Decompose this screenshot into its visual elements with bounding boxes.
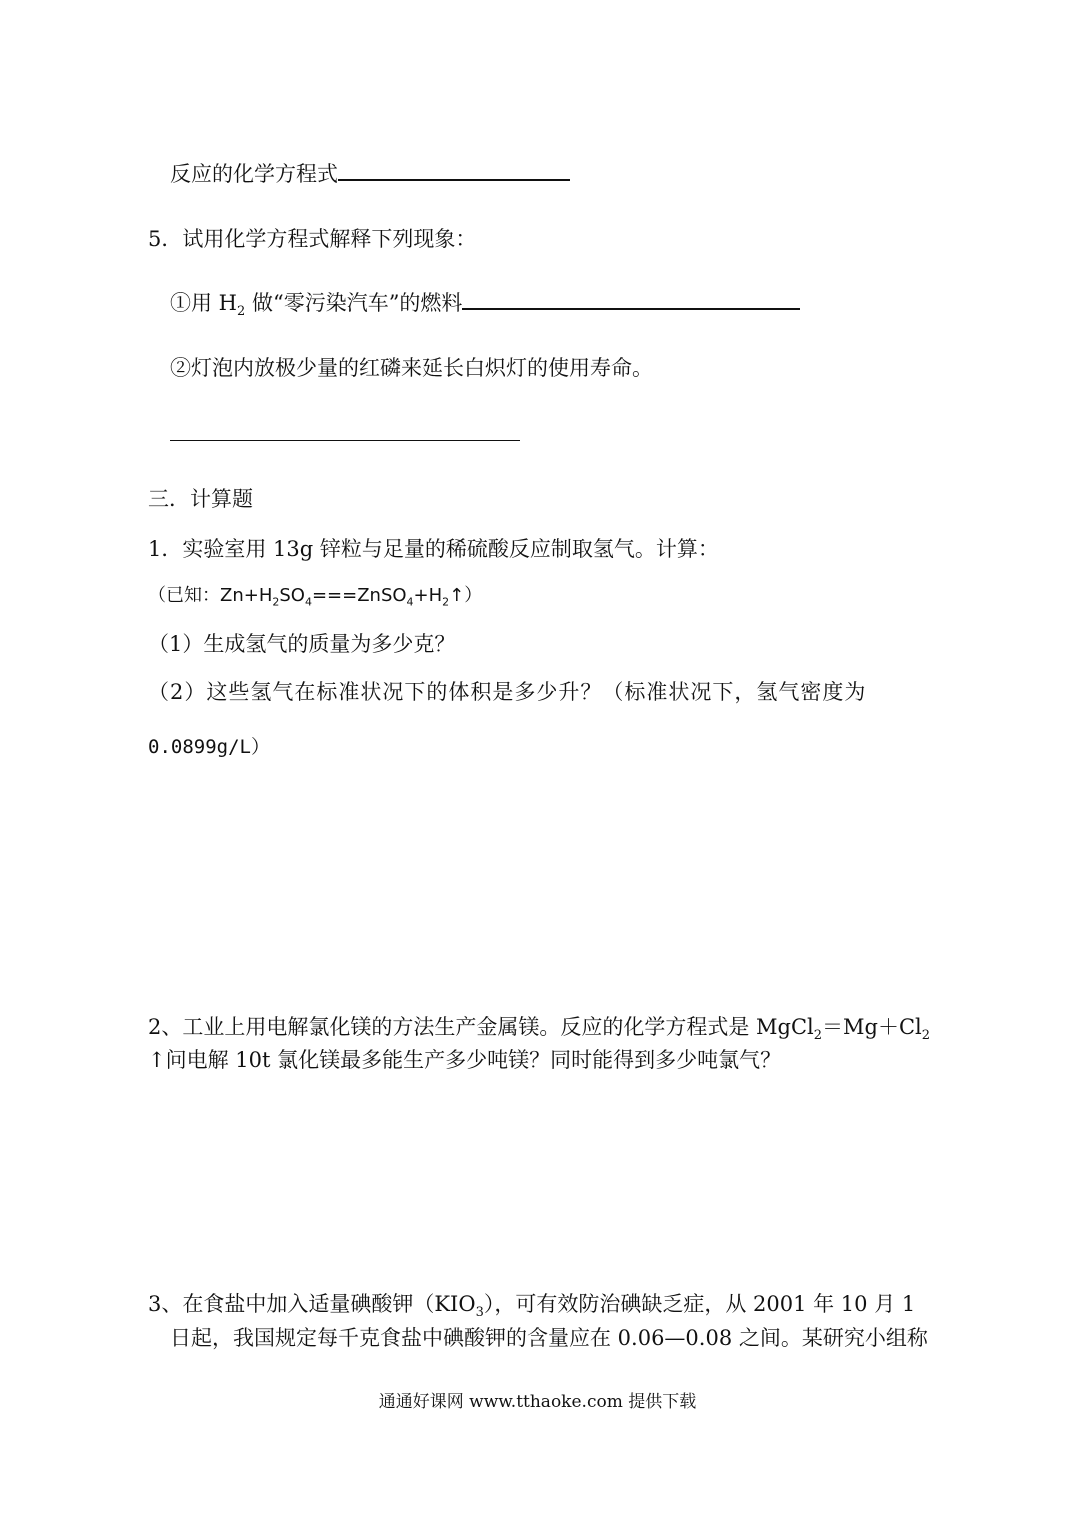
answer-blank[interactable] xyxy=(170,440,520,441)
calc-1-title: 1．实验室用 13g 锌粒与足量的稀硫酸反应制取氢气。计算： xyxy=(148,537,719,561)
question-5-title: 5．试用化学方程式解释下列现象： xyxy=(148,227,477,251)
calc-1-question-2-continued: 0.0899g/L） xyxy=(148,736,270,758)
calc-3-line-1: 3、在食盐中加入适量碘酸钾$(KIO_3)$，可有效防治碘缺乏症，从 2001 年 10 月 1 xyxy=(148,1292,916,1321)
page-footer: 通通好课网 www.tthaoke.com 提供下载 xyxy=(378,1392,697,1412)
calc-1-question-1: （1）生成氢气的质量为多少克？ xyxy=(148,632,456,656)
calc-2-line-2: ↑问电解 10t 氯化镁最多能生产多少吨镁？同时能得到多少吨氯气？ xyxy=(148,1048,782,1072)
section-title: 三．计算题 xyxy=(148,487,253,511)
calc-3-line-2: 日起，我国规定每千克食盐中碘酸钾的含量应在 0.06—0.08 之间。某研究小组称 xyxy=(170,1326,928,1350)
calc-1-question-2: （2）这些氢气在标准状况下的体积是多少升？（标准状况下，氢气密度为 xyxy=(148,680,867,704)
answer-blank[interactable] xyxy=(462,290,800,310)
reaction-equation-label: 反应的化学方程式 xyxy=(170,162,338,186)
question-5-item-2: ②灯泡内放极少量的红磷来延长白炽灯的使用寿命。 xyxy=(170,356,653,380)
calc-1-given: （已知：$Zn+H_2SO_4===ZnSO_4+H_2↑$） xyxy=(148,585,483,609)
reaction-equation-line xyxy=(170,160,570,188)
calc-2-line-1: 2、工业上用电解氯化镁的方法生产金属镁。反应的化学方程式是 $MgCl_2=Mg+Cl_2$ xyxy=(148,1015,931,1044)
question-5-item-1: ①用 $H_2$ 做“零污染汽车”的燃料 xyxy=(170,289,800,326)
answer-blank[interactable] xyxy=(338,161,570,181)
